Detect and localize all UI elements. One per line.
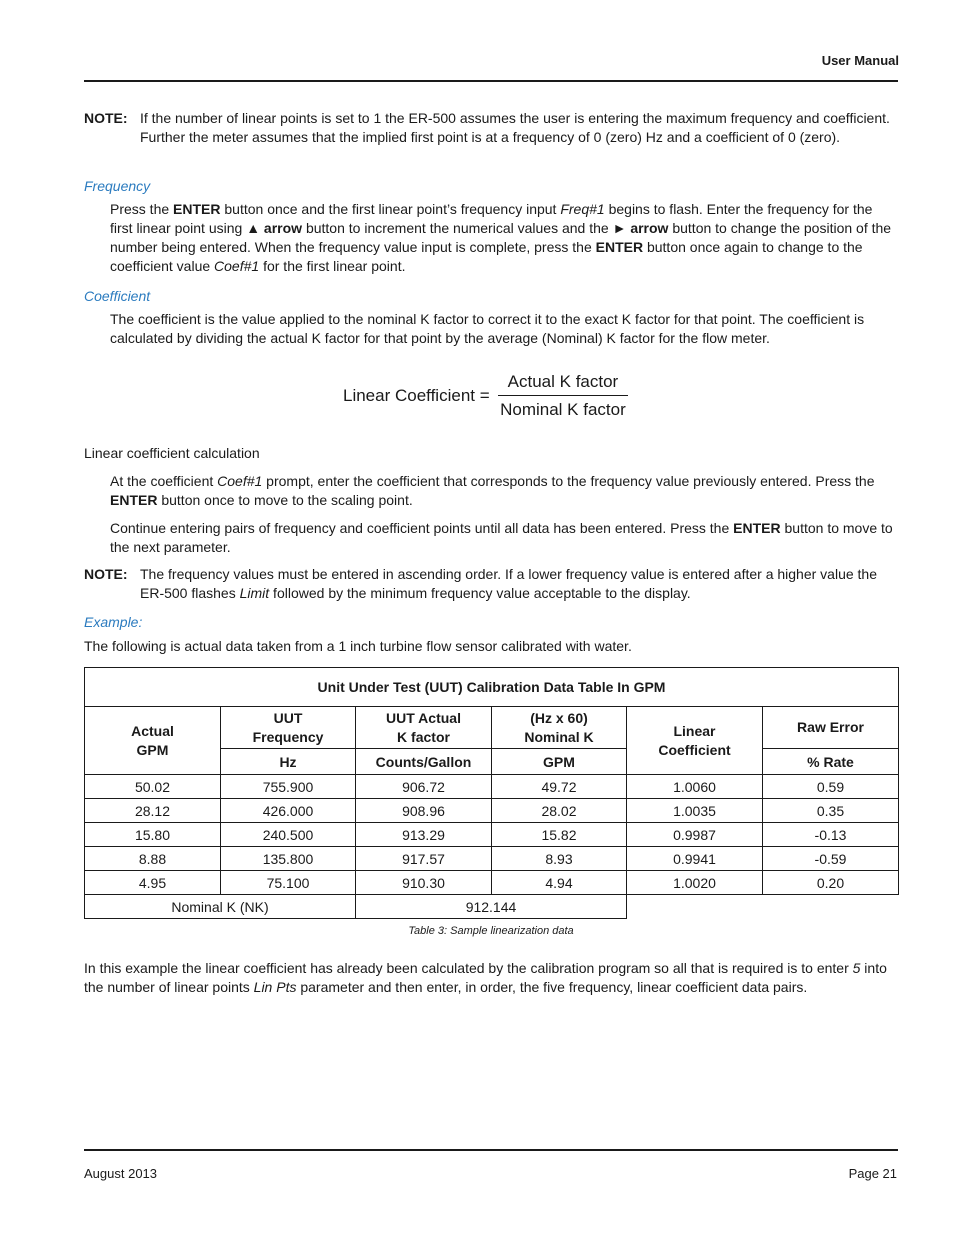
table-row	[85, 847, 899, 871]
limit-parameter: Limit	[239, 585, 270, 601]
prompt-paragraph: At the coefficient Coef#1 prompt, enter the coefficient that corresponds to the frequency value previously entered. Press the ENTER button once to move to the scaling point.	[110, 473, 875, 508]
calc-label: Linear coefficient calculation	[84, 445, 260, 461]
note-1	[84, 109, 890, 147]
footer-rule	[84, 1149, 898, 1151]
cell-frequency: 755.900	[221, 775, 356, 799]
coef-parameter: Coef#1	[214, 258, 260, 274]
cell-raw-error: 0.59	[763, 775, 899, 799]
coef-parameter: Coef#1	[217, 473, 263, 489]
up-arrow-icon: ▲ arrow	[246, 220, 303, 236]
cell-frequency: 75.100	[221, 871, 356, 895]
unit-hz: Hz	[221, 749, 356, 775]
cell-nominal-k: 4.94	[492, 871, 627, 895]
header-rule	[84, 80, 898, 82]
note-text: The frequency values must be entered in ascending order. If a lower frequency value is entered after a higher value the ER-500 flashes Limit followed by the minimum frequency value acceptable to the display.	[140, 566, 877, 601]
table-caption: Table 3: Sample linearization data	[408, 925, 574, 937]
cell-nominal-k: 28.02	[492, 799, 627, 823]
coefficient-heading: Coefficient	[84, 288, 151, 304]
cell-actual-gpm: 50.02	[85, 775, 221, 799]
cell-linear-coefficient: 1.0060	[627, 775, 763, 799]
cell-k-factor: 913.29	[356, 823, 492, 847]
frequency-paragraph: Press the ENTER button once and the first linear point’s frequency input Freq#1 begins to flash. Enter the frequency for the first linear point using ▲ arrow button to increment the numerical values and the ► arrow button to change the position of the number being entered. When the frequency value input is complete, press the ENTER button once again to change to the coefficient value Coef#1 for the first linear point.	[110, 201, 892, 274]
linear-coefficient-formula	[343, 372, 628, 420]
cell-linear-coefficient: 0.9941	[627, 847, 763, 871]
cell-frequency: 135.800	[221, 847, 356, 871]
blank-cell	[627, 895, 899, 919]
note-label: NOTE:	[84, 566, 128, 582]
formula-fraction	[498, 372, 629, 420]
cell-k-factor: 910.30	[356, 871, 492, 895]
formula-denominator: Nominal K factor	[500, 400, 626, 419]
nominal-k-value: 912.144	[356, 895, 627, 919]
cell-raw-error: 0.20	[763, 871, 899, 895]
linpts-parameter: Lin Pts	[253, 979, 297, 995]
note-label: NOTE:	[84, 110, 128, 126]
enter-keyword: ENTER	[733, 520, 781, 536]
cell-frequency: 240.500	[221, 823, 356, 847]
cell-raw-error: 0.35	[763, 799, 899, 823]
five-value: 5	[852, 960, 861, 976]
enter-keyword: ENTER	[595, 239, 644, 255]
formula-numerator: Actual K factor	[498, 372, 629, 396]
col-header-actual-gpm: Actual GPM	[85, 707, 221, 775]
cell-linear-coefficient: 1.0035	[627, 799, 763, 823]
table-row	[85, 775, 899, 799]
formula-lhs: Linear Coefficient =	[343, 386, 490, 405]
table-row	[85, 823, 899, 847]
footer-page-number: Page 21	[848, 1166, 897, 1181]
cell-actual-gpm: 15.80	[85, 823, 221, 847]
unit-rate: % Rate	[763, 749, 899, 775]
cell-k-factor: 908.96	[356, 799, 492, 823]
cell-actual-gpm: 4.95	[85, 871, 221, 895]
col-header-nominal-k: (Hz x 60) Nominal K	[492, 707, 627, 749]
enter-keyword: ENTER	[110, 492, 158, 508]
col-header-linear-coefficient: Linear Coefficient	[627, 707, 763, 775]
right-arrow-icon: ► arrow	[612, 220, 669, 236]
footer-date: August 2013	[84, 1166, 158, 1181]
cell-k-factor: 917.57	[356, 847, 492, 871]
cell-frequency: 426.000	[221, 799, 356, 823]
closing-paragraph: In this example the linear coefficient has already been calculated by the calibration program so all that is required is to enter 5 into the number of linear points Lin Pts parameter and then enter, in order, the five frequency, linear coefficient data pairs.	[84, 960, 887, 995]
col-header-uut-frequency: UUT Frequency	[221, 707, 356, 749]
cell-raw-error: -0.13	[763, 823, 899, 847]
col-header-raw-error: Raw Error	[763, 707, 899, 749]
cell-nominal-k: 8.93	[492, 847, 627, 871]
cell-raw-error: -0.59	[763, 847, 899, 871]
calibration-table	[84, 667, 899, 919]
cell-actual-gpm: 28.12	[85, 799, 221, 823]
nominal-k-label: Nominal K (NK)	[85, 895, 356, 919]
cell-k-factor: 906.72	[356, 775, 492, 799]
header-title: User Manual	[821, 53, 899, 68]
example-paragraph: The following is actual data taken from a 1 inch turbine flow sensor calibrated with water.	[84, 638, 632, 654]
coefficient-paragraph: The coefficient is the value applied to the nominal K factor to correct it to the exact K factor for that point. The coefficient is calculated by dividing the actual K factor for that point by the average (Nominal) K factor for the flow meter.	[110, 311, 865, 346]
cell-nominal-k: 15.82	[492, 823, 627, 847]
table-row	[85, 799, 899, 823]
cell-linear-coefficient: 1.0020	[627, 871, 763, 895]
enter-keyword: ENTER	[173, 201, 221, 217]
table-row	[85, 871, 899, 895]
unit-counts-gallon: Counts/Gallon	[356, 749, 492, 775]
cell-actual-gpm: 8.88	[85, 847, 221, 871]
frequency-heading: Frequency	[84, 178, 151, 194]
note-text: If the number of linear points is set to 1 the ER-500 assumes the user is entering the maximum frequency and coefficient. Further the meter assumes that the implied first point is at a frequency of 0 (zero) Hz and a coefficient of 0 (zero).	[140, 110, 890, 145]
nominal-k-row	[85, 895, 899, 919]
continue-paragraph: Continue entering pairs of frequency and coefficient points until all data has been entered. Press the ENTER button to move to the next parameter.	[110, 520, 893, 555]
example-heading: Example:	[84, 614, 143, 630]
unit-gpm: GPM	[492, 749, 627, 775]
table-title: Unit Under Test (UUT) Calibration Data Table In GPM	[85, 668, 899, 707]
cell-nominal-k: 49.72	[492, 775, 627, 799]
freq-parameter: Freq#1	[560, 201, 605, 217]
col-header-uut-k-factor: UUT Actual K factor	[356, 707, 492, 749]
cell-linear-coefficient: 0.9987	[627, 823, 763, 847]
note-2	[84, 565, 890, 603]
